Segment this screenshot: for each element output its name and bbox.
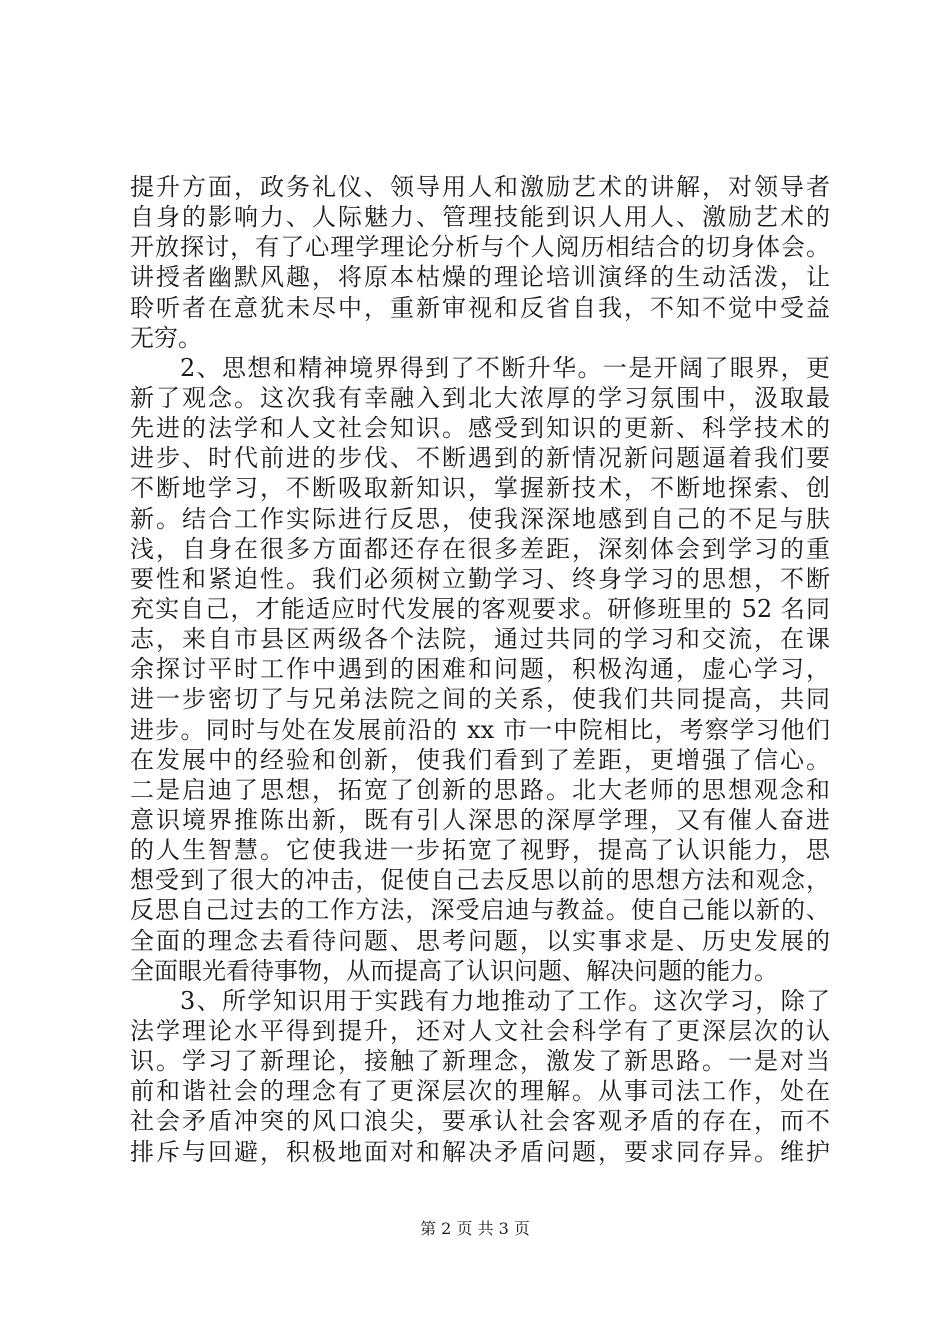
text-line: 反思自己过去的工作方法，深受启迪与教益。使自己能以新的、 (130, 896, 830, 925)
text-line: 无穷。 (130, 323, 202, 352)
text-line: 充实自己，才能适应时代发展的客观要求。研修班里的 52 名同 (130, 594, 830, 623)
text-line: 全面的理念去看待问题、思考问题，以实事求是、历史发展的 (130, 926, 830, 955)
text-line: 的人生智慧。它使我进一步拓宽了视野，提高了认识能力，思 (130, 836, 830, 865)
text-line: 识。学习了新理论，接触了新理念，激发了新思路。一是对当 (130, 1047, 830, 1076)
text-line: 前和谐社会的理念有了更深层次的理解。从事司法工作，处在 (130, 1077, 830, 1106)
page-footer: 第 2 页 共 3 页 (420, 1219, 530, 1238)
text-line: 新。结合工作实际进行反思，使我深深地感到自己的不足与肤 (130, 504, 830, 533)
text-line: 开放探讨，有了心理学理论分析与个人阅历相结合的切身体会。 (130, 233, 830, 262)
text-line: 提升方面，政务礼仪、领导用人和激励艺术的讲解，对领导者 (130, 173, 830, 201)
text-line: 3、所学知识用于实践有力地推动了工作。这次学习，除了 (180, 986, 830, 1015)
text-line: 法学理论水平得到提升，还对人文社会科学有了更深层次的认 (130, 1016, 830, 1045)
text-line: 聆听者在意犹未尽中，重新审视和反省自我，不知不觉中受益 (130, 293, 830, 322)
text-line: 2、思想和精神境界得到了不断升华。一是开阔了眼界，更 (180, 353, 830, 382)
text-line: 先进的法学和人文社会知识。感受到知识的更新、科学技术的 (130, 414, 830, 443)
text-line: 讲授者幽默风趣，将原本枯燥的理论培训演绎的生动活泼，让 (130, 263, 830, 292)
text-line: 不断地学习，不断吸取新知识，掌握新技术，不断地探索、创 (130, 474, 830, 503)
text-line: 社会矛盾冲突的风口浪尖，要承认社会客观矛盾的存在，而不 (130, 1107, 830, 1136)
text-line: 意识境界推陈出新，既有引人深思的深厚学理，又有催人奋进 (130, 805, 830, 834)
text-line: 进步、时代前进的步伐、不断遇到的新情况新问题逼着我们要 (130, 444, 830, 473)
text-line: 浅，自身在很多方面都还存在很多差距，深刻体会到学习的重 (130, 534, 830, 563)
text-line: 进步。同时与处在发展前沿的 xx 市一中院相比，考察学习他们 (130, 715, 830, 744)
text-line: 新了观念。这次我有幸融入到北大浓厚的学习氛围中，汲取最 (130, 383, 830, 412)
text-line: 想受到了很大的冲击，促使自己去反思以前的思想方法和观念， (130, 866, 830, 895)
text-line: 全面眼光看待事物，从而提高了认识问题、解决问题的能力。 (130, 956, 778, 985)
text-line: 进一步密切了与兄弟法院之间的关系，使我们共同提高，共同 (130, 685, 830, 714)
text-line: 志，来自市县区两级各个法院，通过共同的学习和交流，在课 (130, 625, 830, 654)
text-line: 要性和紧迫性。我们必须树立勤学习、终身学习的思想，不断 (130, 564, 830, 593)
text-line: 自身的影响力、人际魅力、管理技能到识人用人、激励艺术的 (130, 203, 830, 232)
text-line: 排斥与回避，积极地面对和解决矛盾问题，要求同存异。维护 (130, 1137, 830, 1166)
document-body (130, 172, 830, 1167)
text-line: 余探讨平时工作中遇到的困难和问题，积极沟通，虚心学习， (130, 655, 830, 684)
text-line: 二是启迪了思想，拓宽了创新的思路。北大老师的思想观念和 (130, 775, 830, 804)
text-line: 在发展中的经验和创新，使我们看到了差距，更增强了信心。 (130, 745, 830, 774)
